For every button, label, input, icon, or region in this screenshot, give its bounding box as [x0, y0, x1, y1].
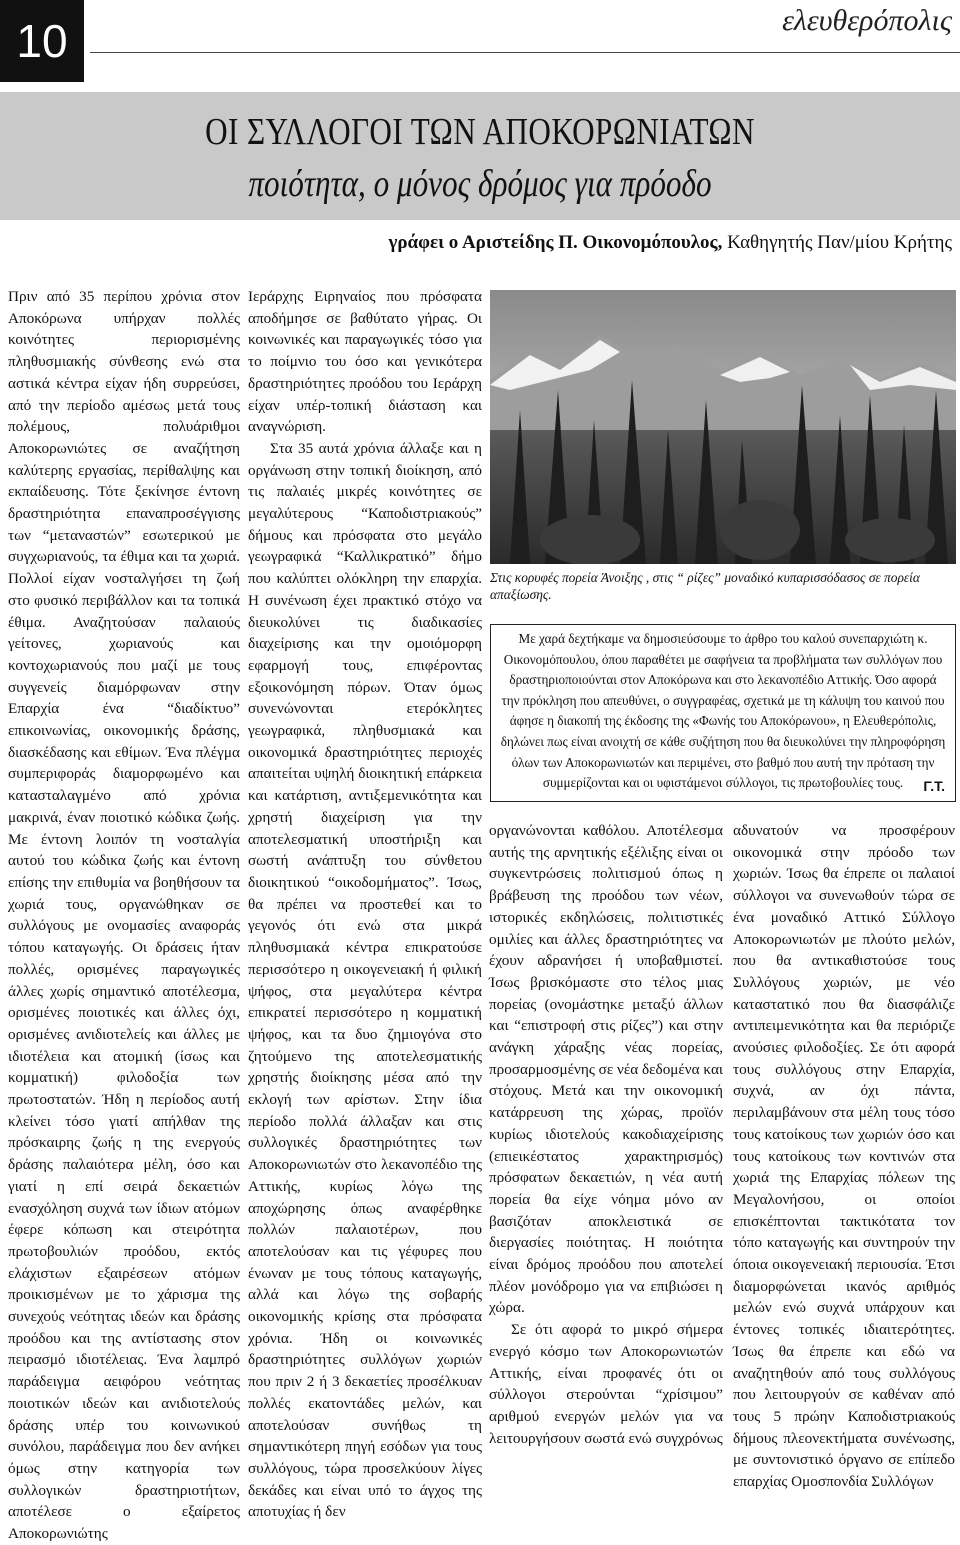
photo-caption: Στις κορυφές πορεία Άνοιξης , στις “ ρίζες” μοναδικό κυπαρισσόδασος σε πορεία απαξίωσης. — [490, 570, 920, 602]
headline-banner — [0, 92, 960, 220]
editor-note-box — [490, 624, 956, 802]
article-column-1 — [8, 286, 240, 1545]
paragraph: αδυνατούν να προσφέρουν οικονομικά στην πρόοδο των χωριών. Ίσως θα έπρεπε οι παλαιοί σύλλογοι να συνενωθούν τώρα σε ένα μοναδικό Αττικό Σύλλογο Αποκορωνιωτών με πλούτο μελών, που θα αντικαθιστούσε τους Συλλόγους χωριών, με νέο καταστατικό που θα διασφάλιζε αντιπειμενικότητα και θα περιόριζε ανούσιες φιλοδοξίες. Σε ότι αφορά τους συλλόγους στην Επαρχία, συχνά, αν όχι πάντα, περιλαμβάνουν στα μέλη τους τόσο τους κατοίκους των χωριών όσο και τους κατοίκους των κοντινών στα χωριά της Επαρχίας πόλεων της Μεγαλονήσου, οι οποίοι επισκέπτονται τακτικότατα τον τόπο καταγωγής και συντηρούν την όποια οικογενειακή περιουσία. Έτσι διαμορφώνεται ικανός αριθμός μελών ενώ συχνά υπάρχουν και έντονες τοπικές ιδιαιτερότητες. Ίσως θα έπρεπε και εδώ να αναζητηθούν από τους συλλόγους που λειτουργούν σε καθέναν από τους 5 πρώην Καποδιστριακούς δήμους πλεονεκτήματα συνένωσης, με συντονιστικό όργανο σε επίπεδο επαρχίας Ομοσπονδία Συλλόγων — [733, 822, 955, 1491]
article-column-4 — [733, 820, 955, 1493]
paragraph: Στα 35 αυτά χρόνια άλλαξε και η οργάνωση στην τοπική διοίκηση, από τις παλαιές μικρές κοινότητες σε μεγαλύτερους “Καποδιστριακούς” δήμους και πρόσφατα στο μεγάλο γεωγραφικά “Καλλικρατικό” δήμο που καλύπτει ολόκληρη την επαρχία. Η συνένωση έχει πρακτικό στόχο να διευκολύνει τις διαδικασίες διαχείρισης και την ομοιόμορφη εφαρμογή τους, επιφέροντας εξοικονόμηση πόρων. Όταν όμως συνενώνονται ετερόκλητες γεωγραφικά, πληθυσμιακά και οικονομικά δραστηριότητες περιοχές απαιτείται υψηλή διοικητική επάρκεια και κατάρτιση, αντιξεμενικότητα και χρηστή διαχείριση για την αποτελεσματική υποστήριξη και σωστή ανάπτυξη του σύνθετου διοικητικού “οικοδομήματος”. Ίσως, θα πρέπει να προστεθεί και το γεγονός ότι ενώ στα μικρά πληθυσμιακά κέντρα επικρατούσε περισσότερο η οικογενειακή ή φιλική ψήφος, στα μεγαλύτερα κέντρα επικρατεί περισσότερο η κομματική ψήφος, και τα δυο ζημιογόνα στο ζητούμενο της αποτελεσματικής χρηστής διοίκησης μέσα από την εκλογή των αρίστων. Στην ίδια περίοδο πολλά άλλαξαν και στις συλλογικές δραστηριότητες των Αποκορωνιωτών στο λεκανοπέδιο της Αττικής, κυρίως λόγω της αποχώρησης όπως αναφέρθηκε πολλών παλαιοτέρων, που αποτελούσαν και τις γέφυρες που ένωναν με τους τόπους καταγωγής, αλλά και λόγω της σοβαρής οικονομικής κρίσης στα πρόσφατα χρόνια. Ήδη οι κοινωνικές δραστηριότητες συλλόγων χωριών που πριν 2 ή 3 δεκαετίες προσέλκυαν πολλές εκατοντάδες μελών, και αποτελούσαν συνήθως τη σημαντικότερη πηγή εσόδων για τους συλλόγους, τώρα προσελκύουν λίγες δεκάδες και είναι υπό το άγχος της αποτυχίας ή δεν — [248, 439, 482, 1521]
paragraph: Ιεράρχης Ειρηναίος που πρόσφατα αποδήμησε σε βαθύτατο γήρας. Οι κοινωνικές και παραγωγικές τόσο για το ποίμνιο του όσο και γενικότερα δραστηριότητες προόδου του Ιεράρχη είχαν υπέρ-τοπική διάσταση και αναγνώριση. — [248, 288, 482, 436]
byline-author: γράφει ο Αριστείδης Π. Οικονομόπουλος, — [388, 232, 723, 253]
byline — [388, 232, 952, 254]
editor-note-text: Με χαρά δεχτήκαμε να δημοσιεύσουμε το άρθρο του καλού συνεπαρχιώτη κ. Οικονομόπουλου, όπου παραθέτει με σαφήνεια τα προβλήματα των συλλόγων που δραστηριοποιούνται στον Αποκόρωνα και στο λεκανοπέδιο Αττικής. Όσο αφορά την πρόκληση που απευθύνει, ο συγγραφέας, σχετικά με τη κάλυψη του καινού που άφησε η διακοπή της έκδοσης της «Φωνής του Αποκόρωνου», η Ελευθερόπολις, δηλώνει πως είναι ανοιχτή σε κάθε συζήτηση που θα διευκολύνει την πληροφόρηση όλων των Αποκορωνιωτών και περιμένει, στο βαθμό που αυτή την πρόταση την συμμερίζονται και οι υφιστάμενοι σύλλογοι, τις πρωτοβουλίες τους. — [500, 631, 946, 791]
photo-illustration — [490, 290, 956, 564]
article-column-3 — [489, 820, 723, 1449]
paragraph: οργανώνονται καθόλου. Αποτέλεσμα αυτής της αρνητικής εξέλιξης είναι οι συγκεντρώσεις πολιτισμού όπως η βράβευση της προόδου των νέων, ιστορικές εκδηλώσεις, πολιτιστικές ομιλίες και άλλες δραστηριότητες να έχουν αδρανήσει ή υποβαθμιστεί. Ίσως βρισκόμαστε στο τέλος μιας πορείας (ονομάστηκε μεταξύ άλλων και “επιστροφή στις ρίζες”) και στην ανάγκη χάραξης νέας πορείας, προσαρμοσμένης σε νέα δεδομένα και στόχους. Μετά και την οικονομική κατάρρευση της χώρας, προϊόν κυρίως ιδιοτελούς κακοδιαχείρισης (επιεικέστατος χαρακτηρισμός) πρόσφατων δεκαετιών, η νέα αυτή πορεία θα είχε νόημα μόνο αν βασιζόταν αποκλειστικά σε διεργασίες ποιότητας. Η ποιότητα είναι δρόμος προόδου που αποτελεί πλέον μονόδρομο για να επιβιώσει η χώρα. — [489, 822, 723, 1317]
mountain-forest-photo — [490, 290, 956, 564]
page-number: 10 — [0, 0, 84, 82]
editor-signature: Γ.Τ. — [923, 778, 945, 795]
header-rule — [90, 52, 960, 53]
byline-role: Καθηγητής Παν/μίου Κρήτης — [722, 232, 952, 253]
paragraph: Πριν από 35 περίπου χρόνια στον Αποκόρωνα υπήρχαν πολλές κοινότητες περιορισμένης πληθυσμιακής σύνθεσης ενώ στα αστικά κέντρα είχαν ήδη συρρεύσει, από την περίοδο αμέσως μετά τους πολέμους, πολυάριθμοι Αποκορωνιώτες σε αναζήτηση καλύτερης εργασίας, περίθαλψης και εκπαίδευσης. Τότε ξεκίνησε έντονη δραστηριότητα επαναπροσέγγισης των “μεταναστών” εσωτερικού με συγχωριανούς, τα έθιμα και τα χωριά. Πολλοί είχαν νοσταλγήσει τη ζωή στο φυσικό περιβάλλον και τα τοπικά έθιμα. Αναζητούσαν παλαιούς γείτονες, χωριανούς και κοντοχωριανούς που μαζί με τους συγγενείς διαμόρφωναν στην Επαρχία ένα “διαδίκτυο” επικοινωνίας, οικονομικής δράσης, διασκέδασης και εθίμων. Ένα πλέγμα συμπεριφοράς διαμορφωμένο και κατασταλαγμένο από χρόνια μακρινά, έναν ποιοτικό κώδικα ζωής. Με έντονη λοιπόν τη νοσταλγία αυτού του κώδικα ζωής και έντονη επίσης την επιθυμία να βοηθήσουν τα χωριά τους, οργανώθηκαν σε συλλόγους με ονομασίες αναφοράς τόπου καταγωγής. Οι δράσεις ήταν πολλές, ορισμένες παραγωγικές άλλες χωρίς σημαντικό αποτέλεσμα, ορισμένες ποιοτικές και άλλες όχι, ορισμένες ανιδιοτελείς και άλλες με ιδιοτέλεια και ατομική (ίσως και κομματική) φιλοδοξία των πρωτοστατών. Ήδη η περίοδος αυτή κλείνει τόσο γιατί απήλθαν της πρόσκαιρης ζωής η της ενεργούς δράσης παλαιότερα μέλη, όσο και γιατί η επί σειρά δεκαετιών ενασχόληση συχνά των ίδιων ατόμων έφερε κόπωση και στειρότητα πρωτοβουλιών προόδου, εκτός ελάχιστων εξαιρέσεων ατόμων προικισμένων με το χάρισμα της συνεχούς νεότητας ιδεών και δράσης προόδου και της αντίστασης στον πειρασμό ιδιοτέλειας. Ένα λαμπρό παράδειγμα αειφόρου νεότητας ποιοτικών ιδεών και ανιδιοτελούς δράσης υπέρ του κοινωνικού συνόλου, παράδειγμα που δεν ανήκει όμως στην κατηγορία των συλλογικών δραστηριοτήτων, αποτέλεσε ο εξαίρετος Αποκορωνιώτης — [8, 288, 240, 1543]
headline-title: ΟΙ ΣΥΛΛΟΓΟΙ ΤΩΝ ΑΠΟΚΟΡΩΝΙΑΤΩΝ — [205, 111, 755, 153]
paragraph: Σε ότι αφορά το μικρό σήμερα ενεργό κόσμο των Αποκορωνιωτών Αττικής, είναι προφανές ότι οι σύλλογοι στερούνται “χρίσιμου” αριθμού ενεργών μελών για να λειτουργήσουν σωστά ενώ συγχρόνως — [489, 1321, 723, 1447]
headline-subtitle: ποιότητα, ο μόνος δρόμος για πρόοδο — [248, 163, 712, 205]
masthead: ελευθερόπολις — [782, 4, 952, 37]
article-column-2 — [248, 286, 482, 1523]
